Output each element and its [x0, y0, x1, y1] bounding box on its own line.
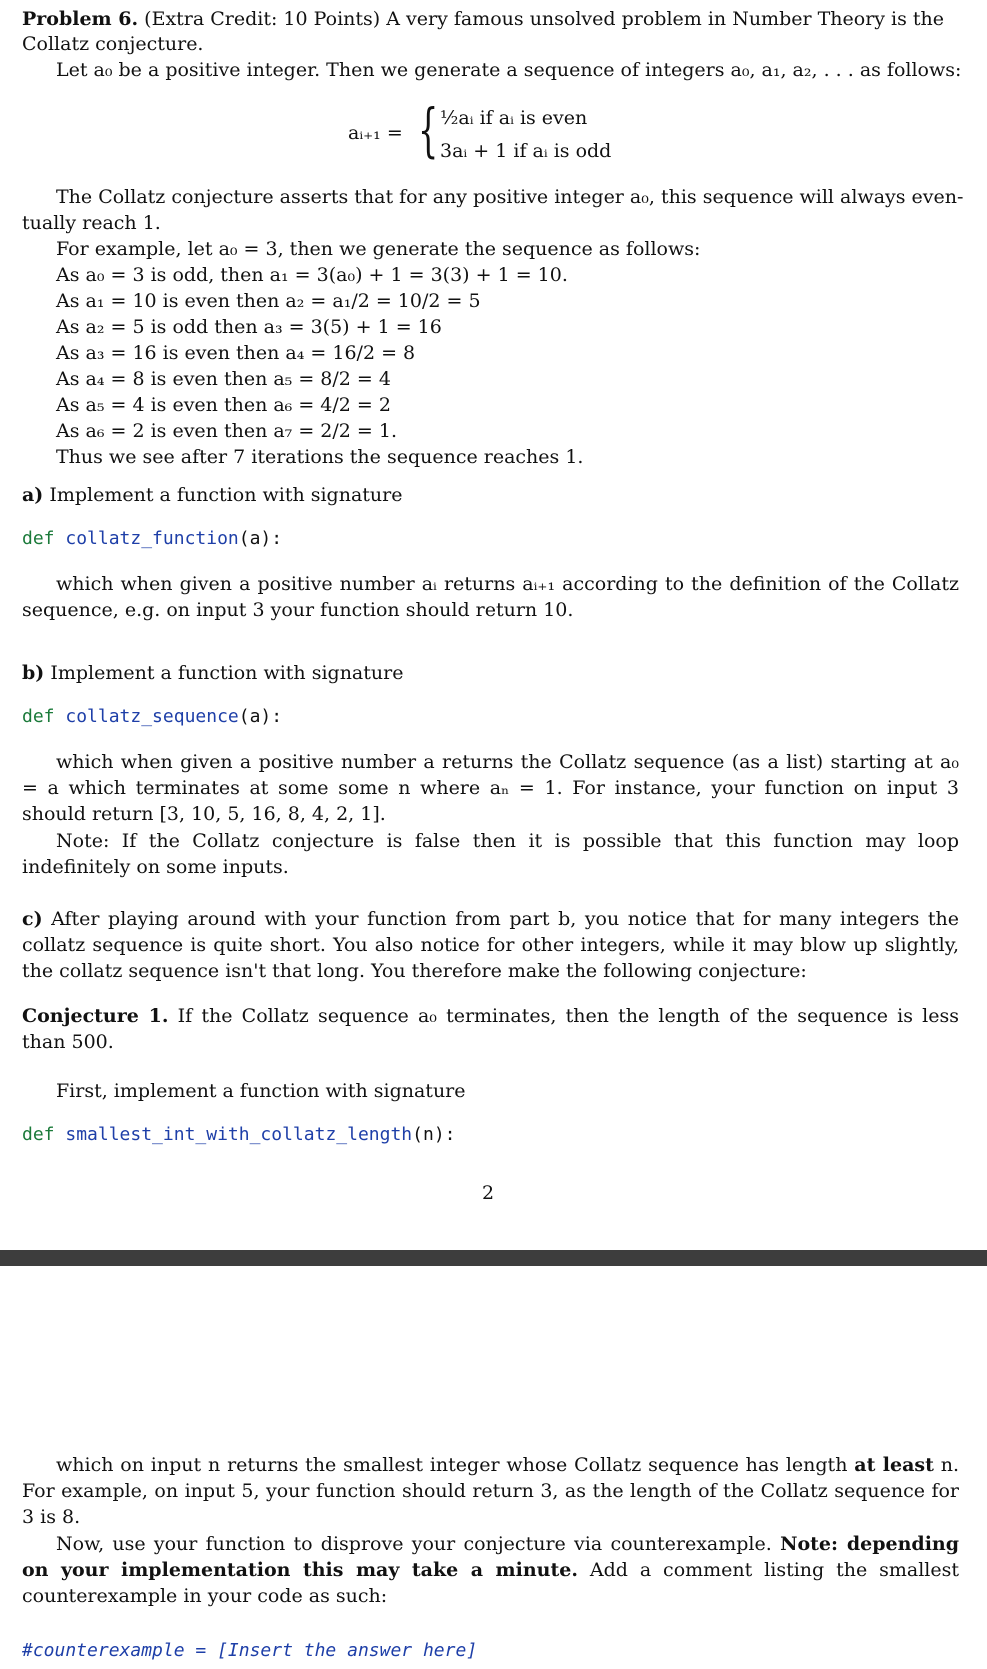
- conjecture-assertion-1: The Collatz conjecture asserts that for any positive integer a₀, this sequence will always even-: [56, 186, 964, 208]
- page2-desc-post: n. For example, on input 5, your function should return 3, as the length of the Collatz sequence for 3 is 8.: [22, 1454, 959, 1528]
- code-keyword: def: [22, 706, 55, 727]
- problem-heading: [22, 6, 959, 32]
- page2-disprove-post: Add a comment listing the smallest counterexample in your code as such:: [22, 1559, 960, 1607]
- example-intro: For example, let a₀ = 3, then we generate the sequence as follows:: [56, 238, 701, 260]
- code-keyword: def: [22, 1124, 55, 1145]
- example-step: As a₃ = 16 is even then a₄ = 16/2 = 8: [56, 342, 416, 364]
- part-a-heading: [22, 482, 959, 508]
- counterexample-comment: #counterexample = [Insert the answer here]: [22, 1640, 478, 1661]
- equation-case-even: ½aᵢ if aᵢ is even: [440, 107, 588, 129]
- equation-lhs: aᵢ₊₁ =: [348, 122, 403, 144]
- code-function-name: smallest_int_with_collatz_length: [65, 1124, 413, 1145]
- part-b-text: Implement a function with signature: [50, 662, 404, 684]
- code-args: (n):: [412, 1124, 456, 1145]
- page2-disprove-pre: Now, use your function to disprove your conjecture via counterexample.: [56, 1533, 772, 1555]
- problem-heading-cont: Collatz conjecture.: [22, 33, 204, 55]
- example-step: As a₆ = 2 is even then a₇ = 2/2 = 1.: [56, 420, 397, 442]
- page2-disprove: [22, 1531, 959, 1609]
- part-a-label: a): [22, 484, 44, 506]
- example-step: As a₂ = 5 is odd then a₃ = 3(5) + 1 = 16: [56, 316, 442, 338]
- part-b-signature: [22, 704, 959, 730]
- example-step: As a₄ = 8 is even then a₅ = 8/2 = 4: [56, 368, 391, 390]
- code-args: (a):: [238, 706, 283, 727]
- part-b-label: b): [22, 662, 45, 684]
- part-a-description: which when given a positive number aᵢ returns aᵢ₊₁ according to the definition of the Collatz sequence, e.g. on input 3 your function should return 10.: [22, 573, 959, 621]
- code-function-name: collatz_sequence: [65, 706, 239, 727]
- part-b-note: Note: If the Collatz conjecture is false then it is possible that this function may loop indefinitely on some inputs.: [22, 830, 959, 878]
- part-a-text: Implement a function with signature: [49, 484, 403, 506]
- page2-desc-pre: which on input n returns the smallest integer whose Collatz sequence has length: [56, 1454, 848, 1476]
- conjecture-label: Conjecture 1.: [22, 1005, 169, 1027]
- page2-desc-bold: at least: [854, 1454, 934, 1476]
- conjecture-text: If the Collatz sequence a₀ terminates, then the length of the sequence is less than 500.: [22, 1005, 959, 1053]
- example-step: As a₁ = 10 is even then a₂ = a₁/2 = 10/2 = 5: [56, 290, 481, 312]
- code-args: (a):: [238, 528, 283, 549]
- conjecture-assertion-2: tually reach 1.: [22, 212, 161, 234]
- page-divider: [0, 1250, 987, 1266]
- page-number: 2: [482, 1182, 495, 1204]
- part-b-heading: [22, 660, 959, 686]
- code-keyword: def: [22, 528, 55, 549]
- code-function-name: collatz_function: [65, 528, 239, 549]
- problem-title: Problem 6.: [22, 8, 139, 30]
- conjecture-statement: [22, 1003, 959, 1055]
- equation-case-odd: 3aᵢ + 1 if aᵢ is odd: [440, 140, 612, 162]
- part-c-first: First, implement a function with signature: [56, 1080, 466, 1102]
- part-c-label: c): [22, 908, 43, 930]
- equation-brace: {: [418, 96, 439, 164]
- part-c-signature: [22, 1122, 959, 1148]
- page2-disprove-bold: Note: depending on your implementation this may take a minute.: [22, 1533, 960, 1581]
- part-a-signature: [22, 526, 959, 552]
- page2-description: [22, 1452, 959, 1530]
- problem-heading-text: (Extra Credit: 10 Points) A very famous unsolved problem in Number Theory is the: [144, 8, 945, 30]
- part-c-paragraph: [22, 906, 959, 984]
- example-step: As a₅ = 4 is even then a₆ = 4/2 = 2: [56, 394, 391, 416]
- part-b-description: which when given a positive number a returns the Collatz sequence (as a list) starting at a₀ = a which terminates at some some n where aₙ = 1. For instance, your function on input 3 should return [3, 10, 5, 16, 8, 4, 2, 1].: [22, 751, 959, 825]
- example-step: As a₀ = 3 is odd, then a₁ = 3(a₀) + 1 = 3(3) + 1 = 10.: [56, 264, 568, 286]
- problem-intro: Let a₀ be a positive integer. Then we generate a sequence of integers a₀, a₁, a₂, . . . as follows:: [56, 59, 962, 81]
- example-conclusion: Thus we see after 7 iterations the sequence reaches 1.: [56, 446, 584, 468]
- part-c-text: After playing around with your function from part b, you notice that for many integers the collatz sequence is quite short. You also notice for other integers, while it may blow up slightly, the collatz sequence isn't that long. You therefore make the following conjecture:: [22, 908, 959, 982]
